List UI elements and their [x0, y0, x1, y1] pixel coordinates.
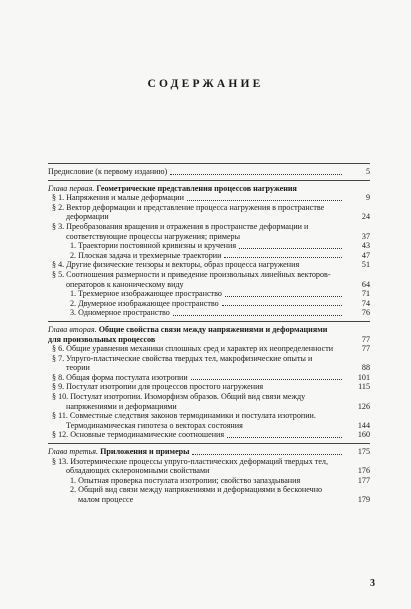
leader-dots	[224, 256, 342, 258]
page-number: 3	[370, 578, 375, 589]
toc-section-entry	[48, 411, 370, 430]
entry-text: § 9. Постулат изотропии для процессов простого нагружения	[52, 382, 264, 392]
chapter-2-label: Глава вторая.	[48, 324, 97, 334]
chapter-1-rule	[48, 180, 370, 181]
toc-subsection-entry	[48, 241, 370, 251]
chapter-1-entries	[48, 193, 370, 318]
entry-text: 1. Опытная проверка постулата изотропии; свойство запаздывания	[70, 475, 301, 485]
entry-text: 3. Одномерное пространство	[70, 308, 170, 318]
entry-page: 74	[361, 298, 370, 308]
entry-text: 2. Плоская задача и трехмерные траектории	[70, 250, 222, 260]
chapter-3-label: Глава третья.	[48, 447, 99, 457]
chapter-3-rule	[48, 443, 370, 444]
leader-dots	[170, 173, 342, 175]
toc-subsection-entry	[48, 289, 370, 299]
toc-section-entry	[48, 260, 370, 270]
entry-page: 144	[357, 420, 370, 430]
entry-text: 2. Общий вид связи между напряжениями и деформациями в бесконечно малом процессе	[70, 485, 323, 504]
entry-page: 76	[361, 308, 370, 318]
preface-entry	[48, 167, 370, 177]
chapter-3-entries	[48, 457, 370, 505]
leader-dots	[225, 295, 342, 297]
entry-page: 64	[361, 279, 370, 289]
toc-subsection-entry	[48, 251, 370, 261]
entry-text: § 6. Общие уравнения механики сплошных сред и характер их неопределенности	[52, 344, 334, 354]
toc-section-entry	[48, 354, 370, 373]
entry-page: 37	[361, 231, 370, 241]
entry-text: § 8. Общая форма постулата изотропии	[52, 372, 188, 382]
chapter-2-page: 77	[361, 334, 370, 344]
entry-page: 88	[361, 363, 370, 373]
leader-dots	[187, 199, 342, 201]
entry-page: 51	[361, 260, 370, 270]
leader-dots	[222, 304, 342, 306]
entry-page: 101	[357, 372, 370, 382]
entry-page: 9	[365, 193, 370, 203]
chapter-3-heading	[48, 447, 370, 457]
chapter-1-label: Глава первая.	[48, 183, 95, 193]
chapter-1-heading	[48, 184, 370, 194]
entry-text: 2. Двумерное изображающее пространство	[70, 298, 219, 308]
entry-text: § 12. Основные термодинамические соотношения	[52, 430, 225, 440]
chapter-2-heading	[48, 325, 370, 344]
entry-page: 24	[361, 212, 370, 222]
entry-text: § 5. Соотношения размерности и приведение произвольных линейных векторов-операторов к каноническому виду	[52, 269, 331, 289]
leader-dots	[239, 247, 342, 249]
preface-page: 5	[365, 167, 370, 176]
entry-text: § 10. Постулат изотропии. Изоморфизм образов. Общий вид связи между напряжениями и деформациями	[52, 392, 306, 411]
toc-subsection-entry	[48, 485, 370, 504]
entry-text: § 3. Преобразования вращения и отражения в пространстве деформации и соответствующие процессы нагружения; примеры	[52, 221, 309, 241]
entry-page: 179	[357, 495, 370, 504]
entry-text: § 11. Совместные следствия законов термодинамики и постулата изотропии. Термодинамическая гипотеза о векторах состояния	[52, 411, 316, 430]
chapter-2-entries	[48, 344, 370, 440]
entry-text: § 1. Напряжения и малые деформации	[52, 193, 184, 203]
toc-section-entry	[48, 382, 370, 392]
entry-text: § 7. Упруго-пластические свойства твердых тел, макрофизические опыты и теории	[52, 353, 313, 373]
toc-subsection-entry	[48, 299, 370, 309]
chapter-3-name: Приложения и примеры	[100, 447, 190, 457]
entry-page: 77	[361, 344, 370, 354]
entry-page: 47	[361, 250, 370, 260]
toc-subsection-entry	[48, 308, 370, 318]
toc-section-entry	[48, 373, 370, 383]
toc-section-entry	[48, 193, 370, 203]
chapter-1-name: Геометрические представления процессов нагружения	[96, 183, 297, 193]
leader-dots	[173, 314, 342, 316]
leader-dots	[191, 378, 342, 380]
entry-text: 1. Траектории постоянной кривизны и кручения	[70, 241, 237, 251]
entry-page: 71	[361, 289, 370, 299]
entry-text: 1. Трехмерное изображающее пространство	[70, 289, 222, 299]
entry-page: 43	[361, 241, 370, 251]
chapter-2-name: Общие свойства связи между напряжениями и деформациями для произвольных процессов	[48, 324, 328, 344]
toc-section-entry	[48, 203, 370, 222]
entry-page: 115	[358, 382, 370, 392]
toc-section-entry	[48, 457, 370, 476]
entry-page: 177	[357, 475, 370, 485]
leader-dots	[227, 436, 342, 438]
toc-subsection-entry	[48, 476, 370, 486]
top-rule	[48, 163, 370, 164]
entry-page: 126	[357, 401, 370, 411]
entry-page: 176	[357, 466, 370, 476]
entry-page: 160	[357, 430, 370, 440]
toc-section-entry	[48, 430, 370, 440]
toc-section-entry	[48, 222, 370, 241]
leader-dots	[192, 453, 342, 455]
chapter-2-rule	[48, 321, 370, 322]
toc-section-entry	[48, 270, 370, 289]
chapter-3-page: 175	[357, 447, 370, 457]
toc-section-entry	[48, 392, 370, 411]
entry-text: § 13. Изотермические процессы упруго-пластических деформаций твердых тел, обладающих склерономными свойствами	[52, 456, 328, 476]
entry-text: § 4. Другие физические тензоры и векторы, образ процесса нагружения	[52, 260, 300, 270]
entry-text: § 2. Вектор деформации и представление процесса нагружения в пространстве деформации	[52, 202, 325, 222]
preface-text: Предисловие (к первому изданию)	[48, 167, 168, 176]
page-title: СОДЕРЖАНИЕ	[147, 78, 264, 90]
toc-section-entry	[48, 344, 370, 354]
table-of-contents	[48, 160, 370, 505]
